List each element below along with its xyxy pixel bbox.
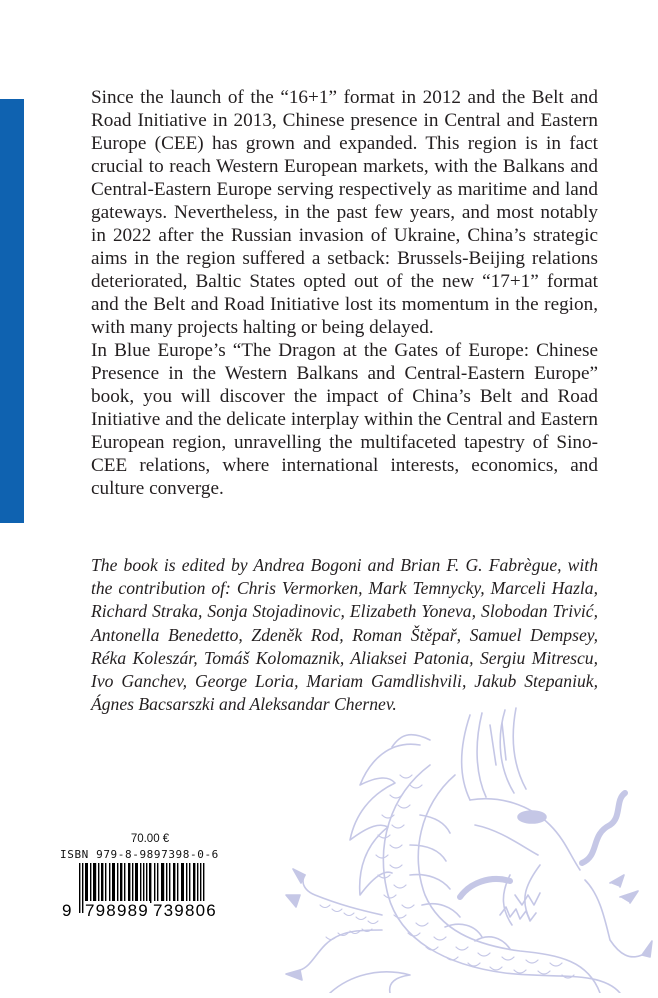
barcode-block [60,833,230,921]
dragon-illustration [270,705,658,993]
ean-barcode [60,863,230,921]
back-cover-blurb [91,86,598,500]
isbn-label: ISBN 979-8-9897398-0-6 [60,848,219,861]
ean-first-digit: 9 [62,901,73,920]
blurb-paragraph-2: In Blue Europe’s “The Dragon at the Gates of Europe: Chinese Presence in the Western Balkans and Central-Eastern Europe” book, you will discover the impact of China’s Belt and Road Initiative and the delicate interplay within the Central and Eastern European region, unravelling the multifaceted tapestry of Sino-CEE relations, where international interests, economics, and culture converge. [91,340,598,499]
blue-accent-bar [0,99,24,523]
blurb-paragraph-1: Since the launch of the “16+1” format in 2012 and the Belt and Road Initiative in 2013, Chinese presence in Central and Eastern Europe (CEE) has grown and expanded. This region is in fact crucial to reach Western European markets, with the Balkans and Central-Eastern Europe serving respectively as maritime and land gateways. Nevertheless, in the past few years, and most notably in 2022 after the Russian invasion of Ukraine, China’s strategic aims in the region suffered a setback: Brussels-Beijing relations deteriorated, Baltic States opted out of the new “17+1” format and the Belt and Road Initiative lost its momentum in the region, with many projects halting or being delayed. [91,87,598,338]
ean-left-group: 798989 [85,901,149,920]
ean-right-group: 739806 [153,901,217,920]
price-label: 70.00 € [130,833,170,845]
editors-and-contributors: The book is edited by Andrea Bogoni and Brian F. G. Fabrègue, with the contribution of: Chris Vermorken, Mark Temnycky, Marceli Hazla, Richard Straka, Sonja Stojadinovic, Elizabeth Yoneva, Slobodan Trivić, Antonella Benedetto, Zdeněk Rod, Roman Štěpař, Samuel Dempsey, Réka Koleszár, Tomáš Kolomaznik, Aliaksei Patonia, Sergiu Mitrescu, Ivo Ganchev, George Loria, Mariam Gamdlishvili, Jakub Stepaniuk, Ágnes Bacsarszki and Aleksandar Chernev. [91,555,598,715]
